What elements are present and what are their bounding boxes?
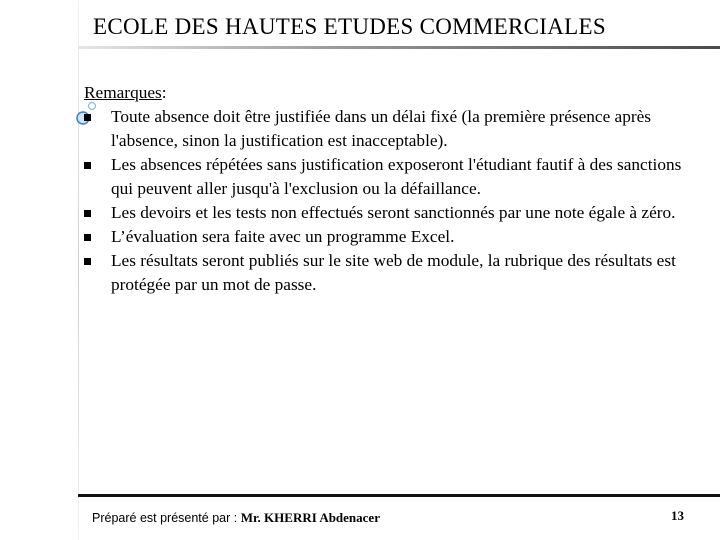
page-title: ECOLE DES HAUTES ETUDES COMMERCIALES <box>93 14 606 39</box>
list-item-text: L’évaluation sera faite avec un programme Excel. <box>111 227 455 246</box>
remarks-heading-colon: : <box>161 83 167 102</box>
square-bullet-icon <box>84 210 91 217</box>
list-item <box>84 153 684 201</box>
list-item-text: Toute absence doit être justifiée dans un délai fixé (la première présence après l'absence, sinon la justification est inacceptable). <box>111 107 652 150</box>
footer-divider <box>78 494 720 497</box>
remarks-section <box>84 81 684 297</box>
footer-author: Mr. KHERRI Abdenacer <box>240 510 380 525</box>
square-bullet-icon <box>84 162 91 169</box>
remarks-list <box>84 105 684 297</box>
remarks-heading: Remarques <box>84 83 162 102</box>
footer-credit <box>92 510 380 526</box>
page-number: 13 <box>671 508 684 523</box>
list-item-text: Les absences répétées sans justification exposeront l'étudiant fautif à des sanctions qui peuvent aller jusqu'à l'exclusion ou la défaillance. <box>111 155 682 198</box>
square-bullet-icon <box>84 234 91 241</box>
square-bullet-icon <box>84 114 91 121</box>
remarks-heading-line <box>84 81 684 105</box>
list-item-text: Les résultats seront publiés sur le site web de module, la rubrique des résultats est protégée par un mot de passe. <box>111 251 676 294</box>
list-item-text: Les devoirs et les tests non effectués seront sanctionnés par une note égale à zéro. <box>111 203 676 222</box>
square-bullet-icon <box>84 258 91 265</box>
list-item <box>84 249 684 297</box>
left-vertical-rule <box>78 0 79 540</box>
footer-prefix: Préparé est présenté par : <box>92 511 241 525</box>
list-item <box>84 225 684 249</box>
list-item <box>84 105 684 153</box>
list-item <box>84 201 684 225</box>
header-divider <box>78 46 720 49</box>
